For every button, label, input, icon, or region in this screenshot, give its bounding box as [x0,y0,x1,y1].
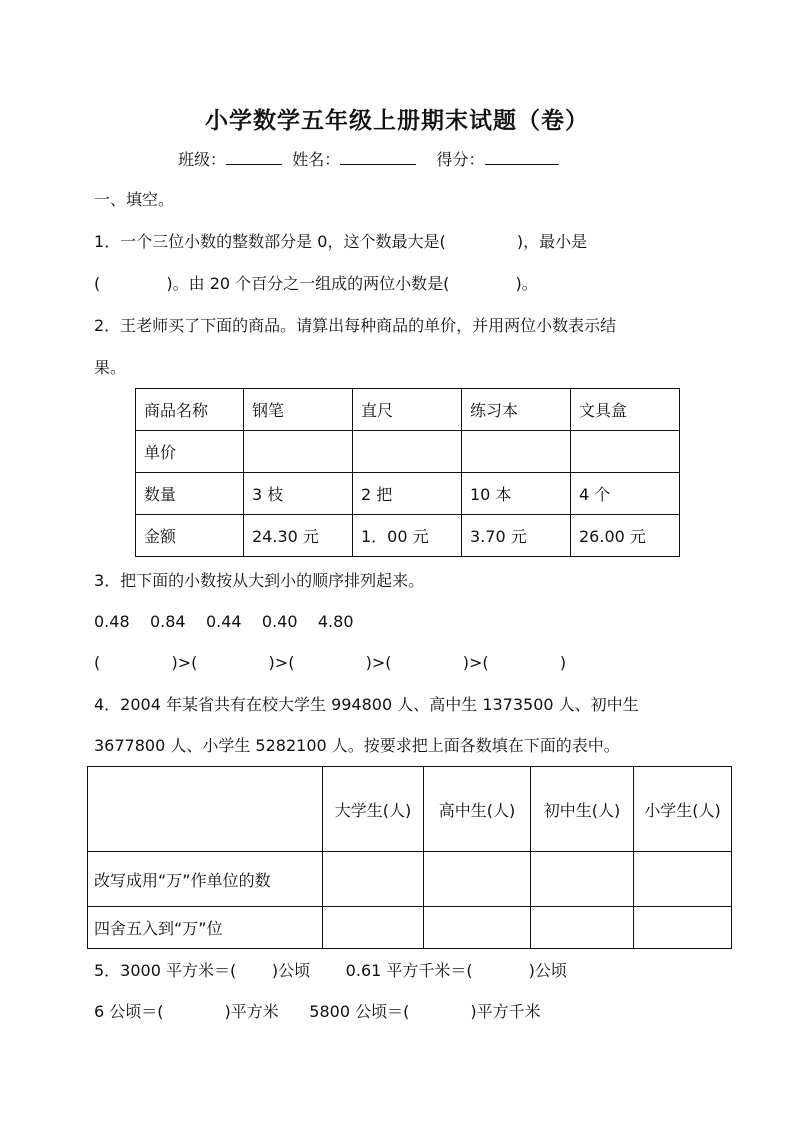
student-info-line [178,148,559,171]
table-header-cell: 高中生(人) [424,767,531,852]
table-row [136,389,680,431]
population-table [87,766,732,949]
answer-cell[interactable] [462,431,571,473]
table-row [88,852,732,907]
table-header-cell: 练习本 [462,389,571,431]
table-cell: 改写成用“万”作单位的数 [88,852,323,907]
name-blank[interactable] [340,148,416,165]
class-blank[interactable] [226,148,282,165]
score-label: 得分： [436,150,485,169]
table-header-cell: 文具盒 [571,389,680,431]
table-cell: 四舍五入到“万”位 [88,907,323,949]
page-title: 小学数学五年级上册期末试题（卷） [205,107,589,134]
table-header-cell: 钢笔 [244,389,353,431]
table-cell: 金额 [136,515,244,557]
table-cell: 24.30 元 [244,515,353,557]
table-row [88,767,732,852]
table-row [136,431,680,473]
table-header-cell: 商品名称 [136,389,244,431]
answer-cell[interactable] [531,852,634,907]
question-3-line-1: 3．把下面的小数按从大到小的顺序排列起来。 [94,571,425,590]
answer-cell[interactable] [571,431,680,473]
question-5-line-2: 6 公顷＝( )平方米 5800 公顷＝( )平方千米 [94,1002,541,1021]
table-cell: 3 枝 [244,473,353,515]
section-heading: 一、填空。 [94,190,175,209]
table-cell: 26.00 元 [571,515,680,557]
answer-cell[interactable] [353,431,462,473]
question-3-numbers: 0.48 0.84 0.44 0.40 4.80 [94,612,354,631]
table-cell: 单价 [136,431,244,473]
answer-cell[interactable] [244,431,353,473]
question-5-line-1: 5．3000 平方米＝( )公顷 0.61 平方千米＝( )公顷 [94,961,567,980]
table-row [136,515,680,557]
table-cell: 3.70 元 [462,515,571,557]
table-cell: 10 本 [462,473,571,515]
answer-cell[interactable] [323,907,424,949]
question-3-answer-line: ( )>( )>( )>( )>( ) [94,653,567,672]
question-1-line-2: ( )。由 20 个百分之一组成的两位小数是( )。 [94,274,538,293]
table-cell: 4 个 [571,473,680,515]
table-header-cell: 大学生(人) [323,767,424,852]
name-label: 姓名： [292,150,341,169]
table-cell: 数量 [136,473,244,515]
question-4-line-2: 3677800 人、小学生 5282100 人。按要求把上面各数填在下面的表中。 [94,736,620,755]
answer-cell[interactable] [634,907,732,949]
question-2-line-2: 果。 [94,358,127,377]
table-row [88,907,732,949]
answer-cell[interactable] [634,852,732,907]
table-header-cell: 直尺 [353,389,462,431]
table-header-cell [88,767,323,852]
price-table [135,388,680,557]
table-cell: 1．00 元 [353,515,462,557]
table-header-cell: 初中生(人) [531,767,634,852]
score-blank[interactable] [485,148,559,165]
question-2-line-1: 2．王老师买了下面的商品。请算出每种商品的单价，并用两位小数表示结 [94,316,617,335]
answer-cell[interactable] [424,907,531,949]
question-1-line-1: 1．一个三位小数的整数部分是 0，这个数最大是( )，最小是 [94,232,588,251]
table-header-cell: 小学生(人) [634,767,732,852]
table-cell: 2 把 [353,473,462,515]
answer-cell[interactable] [531,907,634,949]
table-row [136,473,680,515]
question-4-line-1: 4．2004 年某省共有在校大学生 994800 人、高中生 1373500 人、初中生 [94,695,639,714]
answer-cell[interactable] [323,852,424,907]
answer-cell[interactable] [424,852,531,907]
class-label: 班级： [178,150,227,169]
